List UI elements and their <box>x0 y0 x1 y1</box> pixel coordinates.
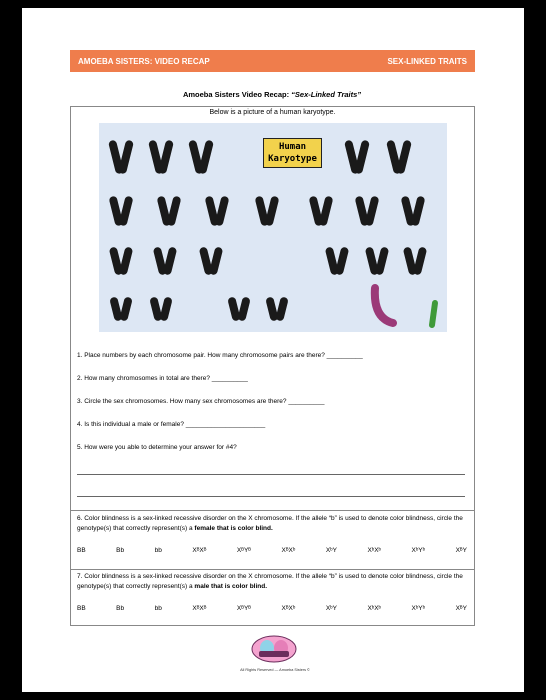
genotype-option[interactable]: XᵇYᵇ <box>411 605 426 612</box>
banner-left-title: AMOEBA SISTERS: VIDEO RECAP <box>78 56 210 66</box>
karyotype-image <box>99 123 447 332</box>
chromosome-icon <box>265 296 289 321</box>
genotype-option[interactable]: XᵇY <box>325 605 337 612</box>
chromosome-icon <box>149 296 173 321</box>
chromosome-icon <box>227 296 251 321</box>
question-7-section <box>70 569 475 570</box>
amoeba-sisters-logo <box>250 634 298 664</box>
genotype-option[interactable]: XᴮY <box>455 547 467 554</box>
chromosome-icon <box>199 246 224 275</box>
genotype-option[interactable]: bb <box>154 547 162 554</box>
banner-right-title: SEX-LINKED TRAITS <box>387 56 467 66</box>
chromosome-icon <box>156 195 181 226</box>
genotype-option[interactable]: XᵇYᵇ <box>411 547 426 554</box>
chromosome-icon <box>365 246 390 275</box>
label-line1: Human <box>278 142 307 152</box>
chromosome-icon <box>400 195 425 226</box>
genotype-option[interactable]: XᴮXᴮ <box>192 547 207 554</box>
human-karyotype-label <box>263 138 322 168</box>
copyright-text: All Rights Reserved — Amoeba Sisters © <box>240 668 310 672</box>
header-banner <box>70 50 475 72</box>
chromosome-icon <box>188 140 214 175</box>
title-prefix: Amoeba Sisters Video Recap: <box>182 90 292 99</box>
genotype-option[interactable]: XᴮXᵇ <box>281 547 296 554</box>
title-emphasis: “Sex-Linked Traits” <box>291 90 362 99</box>
chromosome-icon <box>344 140 370 175</box>
genotype-option[interactable]: Bb <box>116 605 125 612</box>
question-6-genotypes <box>77 547 467 554</box>
chromosome-icon <box>109 296 133 321</box>
q6-emphasis: female that is color blind. <box>194 525 273 532</box>
chromosome-icon <box>386 140 412 175</box>
q7-body: 7. Color blindness is a sex-linked recessive disorder on the X chromosome. If the allele “b” is used to denote color blindness, circle the genotype(s) that correctly represent(s) a <box>77 573 463 590</box>
chromosome-icon <box>204 195 229 226</box>
chromosome-icon <box>325 246 350 275</box>
page-title <box>72 90 472 99</box>
question-7-text <box>77 572 467 592</box>
question-4: 4. Is this individual a male or female? ______________________ <box>77 421 266 428</box>
genotype-option[interactable]: XᵇY <box>325 547 337 554</box>
genotype-option[interactable]: BB <box>77 605 86 612</box>
karyotype-caption: Below is a picture of a human karyotype. <box>209 109 336 116</box>
chromosome-icon <box>308 195 333 226</box>
chromosome-icon <box>153 246 178 275</box>
genotype-option[interactable]: BB <box>77 547 86 554</box>
genotype-option[interactable]: XᵇXᵇ <box>367 547 382 554</box>
x-chromosome-icon <box>375 288 393 323</box>
label-line2: Karyotype <box>268 154 317 164</box>
chromosome-icon <box>354 195 379 226</box>
question-6-text <box>77 514 467 534</box>
question-5: 5. How were you able to determine your answer for #4? <box>77 444 237 451</box>
question-3: 3. Circle the sex chromosomes. How many sex chromosomes are there? __________ <box>77 398 325 405</box>
genotype-option[interactable]: XᴮY <box>455 605 467 612</box>
answer-line-2[interactable] <box>77 496 465 497</box>
genotype-option[interactable]: XᴮXᴮ <box>192 605 207 612</box>
q7-emphasis: male that is color blind. <box>194 583 268 590</box>
chromosome-icon <box>109 246 134 275</box>
y-chromosome-icon <box>432 303 435 325</box>
chromosome-icon <box>254 195 279 226</box>
chromosome-icon <box>108 140 134 175</box>
chromosome-icon <box>148 140 174 175</box>
genotype-option[interactable]: bb <box>154 605 162 612</box>
q6-body: 6. Color blindness is a sex-linked recessive disorder on the X chromosome. If the allele “b” is used to denote color blindness, circle the genotype(s) that correctly represent(s) a <box>77 515 463 532</box>
chromosome-icon <box>108 195 133 226</box>
genotype-option[interactable]: XᴮYᴮ <box>236 605 251 612</box>
genotype-option[interactable]: XᴮYᴮ <box>236 547 251 554</box>
genotype-option[interactable]: XᴮXᵇ <box>281 605 296 612</box>
question-7-genotypes <box>77 605 467 612</box>
question-2: 2. How many chromosomes in total are there? __________ <box>77 375 248 382</box>
question-1: 1. Place numbers by each chromosome pair. How many chromosome pairs are there? __________ <box>77 352 363 359</box>
answer-line-1[interactable] <box>77 474 465 475</box>
genotype-option[interactable]: XᵇXᵇ <box>367 605 382 612</box>
question-6-section <box>70 510 475 511</box>
chromosome-icon <box>403 246 428 275</box>
genotype-option[interactable]: Bb <box>116 547 125 554</box>
